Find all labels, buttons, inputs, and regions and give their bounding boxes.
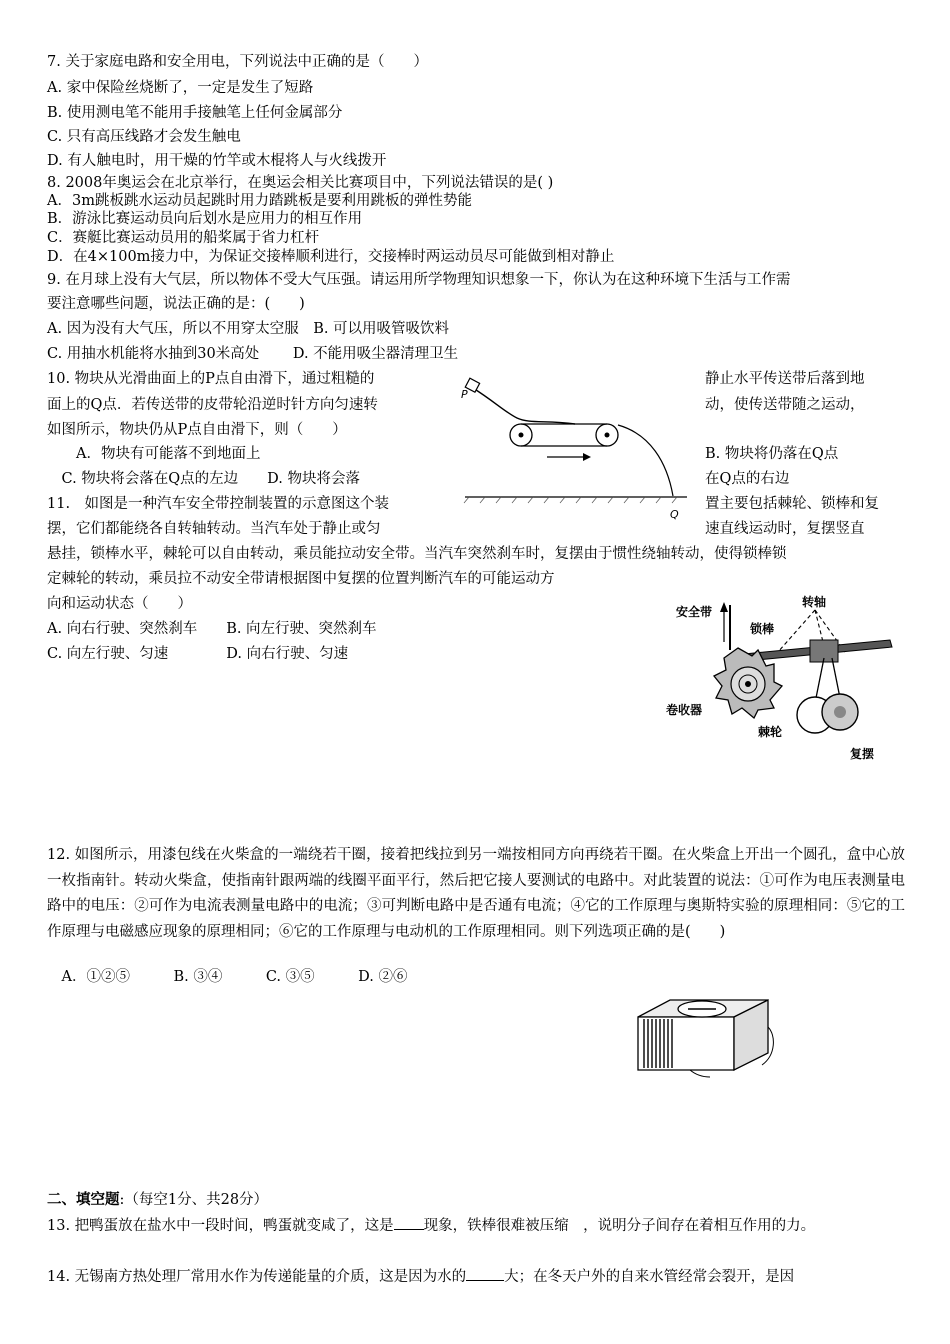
label-ratchet: 棘轮: [758, 725, 783, 739]
q10-option-d-tail: 在Q点的右边: [705, 471, 790, 487]
q10-option-a: A．物块有可能落不到地面上: [47, 446, 261, 462]
q13-text: [47, 1214, 905, 1239]
q9-stem-line2: 要注意哪些问题，说法正确的是：( ): [47, 296, 305, 312]
section2-heading: [47, 1190, 268, 1210]
label-reel: 卷收器: [666, 703, 703, 717]
belt-pulley-left-icon: [510, 424, 532, 446]
q11-line2-right: 速直线运动时，复摆竖直: [705, 521, 865, 537]
q8-option-d: D．在4×100m接力中，为保证交接棒顺利进行，交接棒时两运动员尽可能做到相对静止: [47, 249, 615, 265]
label-axis: 转轴: [802, 595, 827, 609]
wire-lead-2: [690, 1070, 710, 1077]
conveyor-belt-figure: [455, 372, 695, 527]
q9-options-ab: A. 因为没有大气压，所以不用穿太空服 B. 可以用吸管吸饮料: [47, 321, 450, 337]
q11-options-cd: C. 向左行驶、匀速 D. 向右行驶、匀速: [47, 646, 349, 662]
q9-stem-line1: 9. 在月球上没有大气层，所以物体不受大气压强。请运用所学物理知识想象一下，你认为在这种环境下生活与工作需: [47, 272, 791, 288]
q10-line3-left: 如图所示，物块仍从P点自由滑下，则（ ）: [47, 422, 347, 438]
pendulum-icon: [797, 658, 858, 733]
q11-line1-left: 11. 如图是一种汽车安全带控制装置的示意图这个装: [47, 496, 390, 512]
q10-option-b: B. 物块将仍落在Q点: [705, 446, 839, 462]
q7-stem: 7. 关于家庭电路和安全用电，下列说法中正确的是（ ）: [47, 54, 428, 70]
q13-part1: 13. 把鸭蛋放在盐水中一段时间，鸭蛋就变咸了，这是: [47, 1218, 394, 1234]
q11-line1-right: 置主要包括棘轮、锁棒和复: [705, 496, 879, 512]
q7-option-d: D. 有人触电时，用干燥的竹竿或木棍将人与火线拨开: [47, 153, 387, 169]
trajectory-curve: [618, 425, 673, 496]
q8-stem: 8. 2008年奥运会在北京举行，在奥运会相关比赛项目中，下列说法错误的是( ): [47, 175, 554, 191]
label-lock-rod: 锁棒: [750, 622, 775, 636]
q7-option-b: B. 使用测电笔不能用手接触笔上任何金属部分: [47, 105, 343, 121]
q13-blank[interactable]: [394, 1215, 424, 1230]
label-belt: 安全带: [676, 605, 713, 619]
q14-text: [47, 1266, 794, 1287]
q8-option-a: A．3m跳板跳水运动员起跳时用力踏跳板是要利用跳板的弹性势能: [47, 193, 472, 209]
point-q-label: Q: [670, 508, 679, 521]
q13-part2: 现象，铁棒很难被压缩 ，说明分子间存在着相互作用的: [423, 1218, 787, 1234]
section2-note: :（每空1分、共28分）: [119, 1192, 269, 1208]
q12-text: 12. 如图所示，用漆包线在火柴盒的一端绕若干圈，接着把线拉到另一端按相同方向再绕若干圈。在火柴盒上开出一个圆孔，盒中心放一枚指南针。转动火柴盒，使指南针跟两端的线圈平面平行，然后把它接人要测试的电路中。对此装置的说法：①可作为电压表测量电路中的电压：②可作为电流表测量电路中的电流；③可判断电路中是否通有电流；④它的工作原理与奥斯特实验的原理相同：⑤它的工作原理与电磁感应现象的原理相同；⑥它的工作原理与电动机的工作原理相同。则下列选项正确的是( ): [47, 847, 905, 940]
q7-option-a: A. 家中保险丝烧断了，一定是发生了短路: [47, 80, 314, 96]
q9-options-cd: C. 用抽水机能将水抽到30米高处 D. 不能用吸尘器清理卫生: [47, 346, 459, 362]
q14-part1: 14. 无锡南方热处理厂常用水作为传递能量的介质，这是因为水的: [47, 1269, 467, 1285]
q11-line2-left: 摆，它们都能绕各自转轴转动。当汽车处于静止或匀: [47, 521, 381, 537]
q12-options: A．①②⑤ B. ③④ C. ③⑤ D. ②⑥: [47, 969, 408, 985]
matchbox-compass-figure: [630, 995, 780, 1080]
q11-line3: 悬挂，锁棒水平，棘轮可以自由转动，乘员能拉动安全带。当汽车突然刹车时，复摆由于惯性绕轴转动，使得锁棒锁: [47, 546, 787, 562]
q11-line5: 向和运动状态（ ）: [47, 596, 192, 612]
arrow-right-icon: [547, 453, 591, 461]
q10-line1-left: 10. 物块从光滑曲面上的P点自由滑下，通过粗糙的: [47, 371, 375, 387]
point-p-label: P: [461, 388, 468, 401]
q13-part3: 力。: [786, 1218, 816, 1234]
belt-pulley-right-icon: [596, 424, 618, 446]
arrow-up-icon: [720, 602, 728, 642]
slide-curve: [473, 388, 575, 424]
q10-line2-right: 动，使传送带随之运动，: [705, 397, 865, 413]
q11-options-ab: A. 向右行驶、突然刹车 B. 向左行驶、突然刹车: [47, 621, 377, 637]
seatbelt-device-figure: [660, 590, 910, 775]
q11-line4: 定棘轮的转动，乘员拉不动安全带请根据图中复摆的位置判断汽车的可能运动方: [47, 571, 555, 587]
q7-option-c: C. 只有高压线路才会发生触电: [47, 129, 241, 145]
q8-option-c: C．赛艇比赛运动员用的船桨属于省力杠杆: [47, 230, 320, 246]
label-pendulum: 复摆: [850, 747, 875, 761]
section2-title: 二、填空题: [47, 1191, 120, 1208]
q10-line2-left: 面上的Q点．若传送带的皮带轮沿逆时针方向匀速转: [47, 397, 378, 413]
ground-hatching: [464, 497, 677, 503]
q8-option-b: B．游泳比赛运动员向后划水是应用力的相互作用: [47, 211, 363, 227]
q10-options-cd: C. 物块将会落在Q点的左边 D. 物块将会落: [47, 471, 361, 487]
q10-line1-right: 静止水平传送带后落到地: [705, 371, 865, 387]
q14-part2: 大；在冬天户外的自来水管经常会裂开，是因: [504, 1269, 795, 1285]
q14-blank[interactable]: [466, 1266, 504, 1281]
